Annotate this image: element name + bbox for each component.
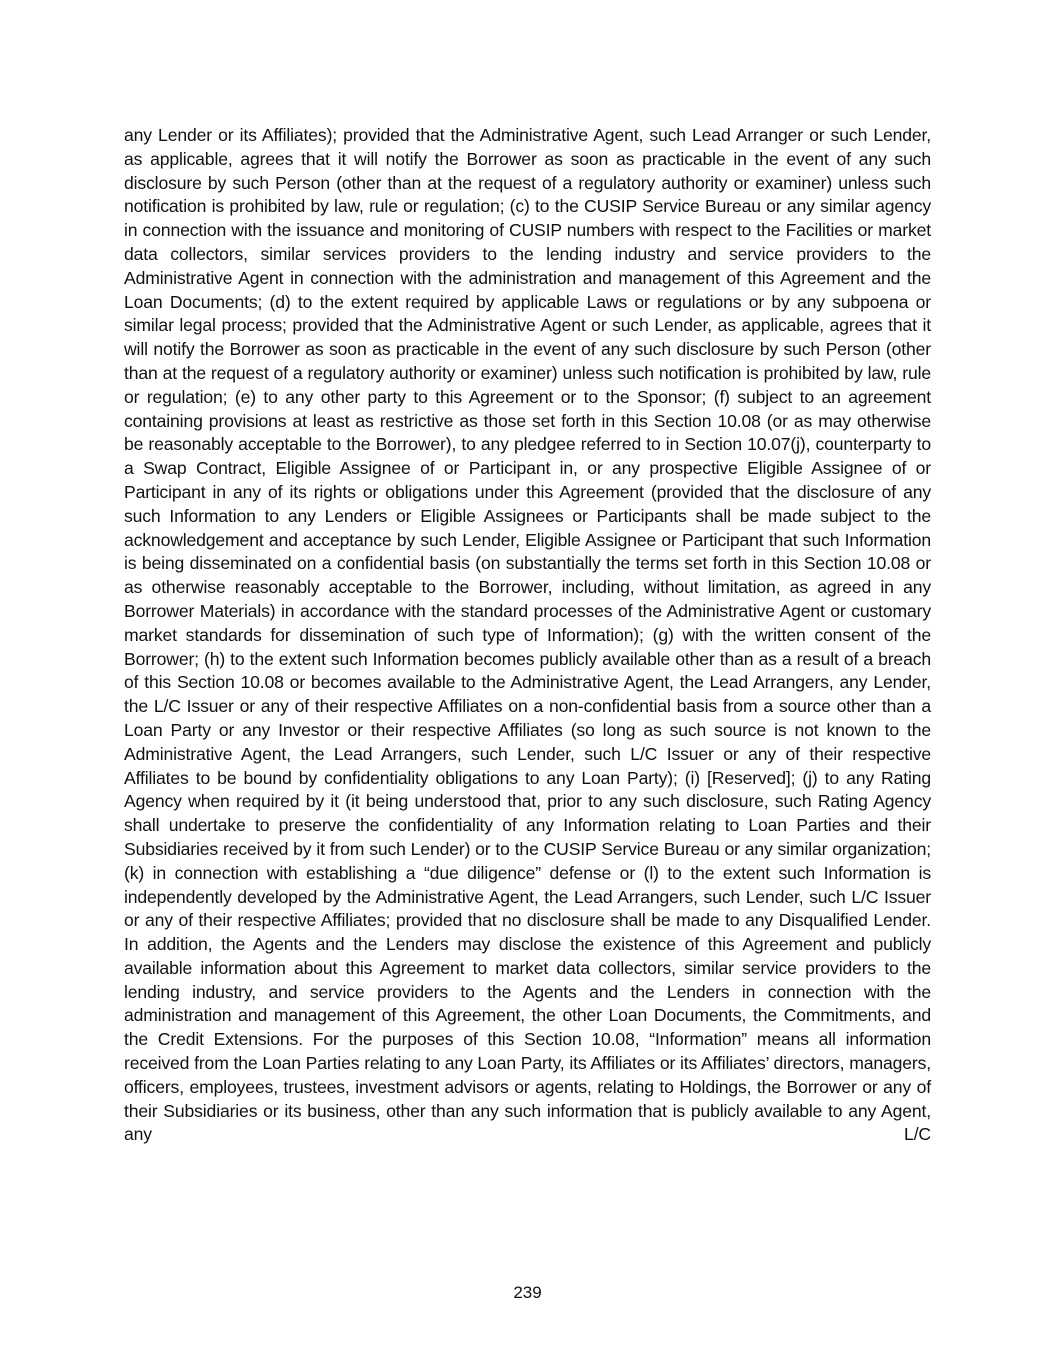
body-paragraph: any Lender or its Affiliates); provided that the Administrative Agent, such Lead Arranger or such Lender, as applicable, agrees that it will notify the Borrower as soon as practicable in the event of any such disclosure by such Person (other than at the request of a regulatory authority or examiner) unless such notification is prohibited by law, rule or regulation; (c) to the CUSIP Service Bureau or any similar agency in connection with the issuance and monitoring of CUSIP numbers with respect to the Facilities or market data collectors, similar services providers to the lending industry and service providers to the Administrative Agent in connection with the administration and management of this Agreement and the Loan Documents; (d) to the extent required by applicable Laws or regulations or by any subpoena or similar legal process; provided that the Administrative Agent or such Lender, as applicable, agrees that it will notify the Borrower as soon as practicable in the event of any such disclosure by such Person (other than at the request of a regulatory authority or examiner) unless such notification is prohibited by law, rule or regulation; (e) to any other party to this Agreement or to the Sponsor; (f) subject to an agreement containing provisions at least as restrictive as those set forth in this Section 10.08 (or as may otherwise be reasonably acceptable to the Borrower), to any pledgee referred to in Section 10.07(j), counterparty to a Swap Contract, Eligible Assignee of or Participant in, or any prospective Eligible Assignee of or Participant in any of its rights or obligations under this Agreement (provided that the disclosure of any such Information to any Lenders or Eligible Assignees or Participants shall be made subject to the acknowledgement and acceptance by such Lender, Eligible Assignee or Participant that such Information is being disseminated on a confidential basis (on substantially the terms set forth in this Section 10.08 or as otherwise reasonably acceptable to the Borrower, including, without limitation, as agreed in any Borrower Materials) in accordance with the standard processes of the Administrative Agent or customary market standards for dissemination of such type of Information); (g) with the written consent of the Borrower; (h) to the extent such Information becomes publicly available other than as a result of a breach of this Section 10.08 or becomes available to the Administrative Agent, the Lead Arrangers, any Lender, the L/C Issuer or any of their respective Affiliates on a non-confidential basis from a source other than a Loan Party or any Investor or their respective Affiliates (so long as such source is not known to the Administrative Agent, the Lead Arrangers, such Lender, such L/C Issuer or any of their respective Affiliates to be bound by confidentiality obligations to any Loan Party); (i) [Reserved]; (j) to any Rating Agency when required by it (it being understood that, prior to any such disclosure, such Rating Agency shall undertake to preserve the confidentiality of any Information relating to Loan Parties and their Subsidiaries received by it from such Lender) or to the CUSIP Service Bureau or any similar organization; (k) in connection with establishing a “due diligence” defense or (l) to the extent such Information is independently developed by the Administrative Agent, the Lead Arrangers, such Lender, such L/C Issuer or any of their respective Affiliates; provided that no disclosure shall be made to any Disqualified Lender. In addition, the Agents and the Lenders may disclose the existence of this Agreement and publicly available information about this Agreement to market data collectors, similar service providers to the lending industry, and service providers to the Agents and the Lenders in connection with the administration and management of this Agreement, the other Loan Documents, the Commitments, and the Credit Extensions. For the purposes of this Section 10.08, “Information” means all information received from the Loan Parties relating to any Loan Party, its Affiliates or its Affiliates’ directors, managers, officers, employees, trustees, investment advisors or agents, relating to Holdings, the Borrower or any of their Subsidiaries or its business, other than any such information that is publicly available to any Agent, any L/C: [124, 125, 931, 1145]
page-number: 239: [513, 1283, 542, 1302]
